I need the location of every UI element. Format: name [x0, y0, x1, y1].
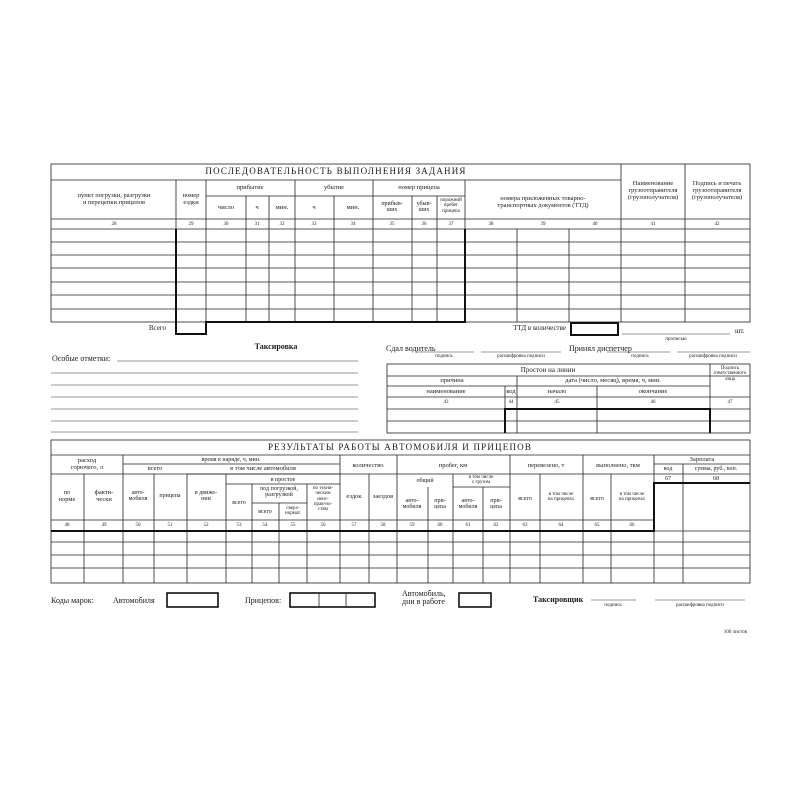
- section1-column-number-1: 29: [188, 222, 194, 227]
- auto-code-field[interactable]: [167, 593, 218, 607]
- col-shipper-name-header: Наименование грузоотправителя (грузополучателя): [627, 180, 679, 201]
- downtime-column-number-2: 45: [554, 400, 560, 405]
- taxer-label: Таксировщик: [533, 595, 584, 604]
- time-incl-auto-header: в том числе автомобиля: [230, 465, 296, 472]
- section2-column-number-8: 56: [320, 523, 326, 528]
- col-shipper-sign-header: Подпись и печать грузоотправителя (грузополучателя): [691, 180, 743, 201]
- mileage-load-auto-header: авто- мобиля: [458, 498, 478, 511]
- time-total-header: всего: [147, 465, 163, 472]
- section1-column-number-8: 36: [421, 222, 427, 227]
- downtime-column-number-3: 46: [650, 400, 656, 405]
- col-ttd-numbers-header: номера приложенных товарно- транспортных документов (ТТД): [497, 195, 589, 209]
- driver-handed-label: Сдал водитель: [386, 344, 436, 353]
- col-trailer-empty-run: порожний пробег прицепа: [440, 198, 462, 214]
- performed-total-header: всего: [590, 496, 604, 502]
- special-remarks-field[interactable]: [117, 352, 358, 433]
- col-departure-minutes: мин.: [346, 204, 360, 211]
- dispatcher-sign-caption: подпись: [631, 354, 649, 359]
- downtime-responsible-header: Подпись ответственного лица: [713, 366, 747, 382]
- downtime-column-number-1: 44: [508, 400, 514, 405]
- downtime-code-header: код: [506, 388, 516, 395]
- salary-header: Зарплата: [689, 456, 715, 463]
- section1-column-number-3: 31: [254, 222, 260, 227]
- salary-code-number: 67: [665, 476, 671, 482]
- sheet-count-note: 100 листов: [723, 630, 747, 635]
- section2-column-number-14: 62: [493, 523, 499, 528]
- mileage-header: пробег, км: [438, 462, 468, 469]
- section2-column-number-4: 52: [203, 523, 209, 528]
- taxer-name-field[interactable]: [655, 590, 745, 600]
- brand-codes-label: Коды марок:: [51, 596, 94, 605]
- dispatcher-name-field[interactable]: [677, 342, 750, 352]
- col-departure-hours: ч: [312, 204, 316, 211]
- section1-column-number-11: 39: [540, 222, 546, 227]
- in-words-caption: прописью: [665, 337, 687, 342]
- section2-column-number-3: 51: [167, 523, 173, 528]
- taxer-signature-field[interactable]: [591, 590, 636, 600]
- time-tech-faults-header: по техни- ческим неис- прав-но- стям: [312, 486, 334, 512]
- mileage-trailer-header: при- цепа: [434, 498, 446, 511]
- section1-column-number-0: 28: [111, 222, 117, 227]
- fuel-consumption-header: расход горючего, л: [70, 457, 104, 471]
- mileage-auto-header: авто- мобиля: [402, 498, 422, 511]
- section2-column-number-2: 50: [135, 523, 141, 528]
- time-loading-total-header: всего: [258, 509, 272, 515]
- time-auto-header: авто- мобиля: [128, 490, 148, 503]
- col-arrival-header: прибытие: [236, 184, 264, 191]
- driver-signature-field[interactable]: [415, 342, 474, 352]
- pieces-label: шт.: [735, 327, 745, 335]
- section1-column-number-10: 38: [488, 222, 494, 227]
- time-trailers-header: прицепа: [159, 493, 181, 499]
- section2-column-number-18: 66: [629, 523, 635, 528]
- count-header: количество: [352, 462, 384, 469]
- driver-name-field[interactable]: [481, 342, 561, 352]
- downtime-column-number-0: 43: [443, 400, 449, 405]
- downtime-start-header: начало: [547, 388, 567, 395]
- section1-column-number-13: 41: [650, 222, 656, 227]
- section1-column-number-6: 34: [350, 222, 356, 227]
- salary-sum-header: сумма, руб., коп.: [694, 466, 738, 472]
- ttd-count-words-field[interactable]: [622, 322, 730, 334]
- section2-column-number-10: 58: [380, 523, 386, 528]
- col-trailer-number-header: номер прицепа: [398, 184, 440, 191]
- col-trailer-arrived: прибыв- ших: [381, 201, 403, 214]
- auto-code-label: Автомобиля: [113, 596, 155, 605]
- taxer-sign-caption: подпись: [604, 603, 622, 608]
- section2-column-number-11: 59: [409, 523, 415, 528]
- dispatcher-decode-caption: расшифровка подписи: [689, 354, 737, 359]
- section2-column-number-7: 55: [290, 523, 296, 528]
- fuel-by-norm-header: по норме: [58, 489, 76, 503]
- time-idle-total-header: всего: [232, 500, 246, 506]
- section1-column-number-2: 30: [223, 222, 229, 227]
- section-title-sequence: ПОСЛЕДОВАТЕЛЬНОСТЬ ВЫПОЛНЕНИЯ ЗАДАНИЯ: [205, 166, 467, 176]
- transported-total-header: всего: [518, 496, 532, 502]
- section1-column-number-9: 37: [448, 222, 454, 227]
- section1-column-number-7: 35: [389, 222, 395, 227]
- col-arrival-date: число: [217, 204, 235, 211]
- days-in-work-label: Автомобиль, дни в работе: [402, 589, 446, 607]
- section2-column-number-17: 65: [594, 523, 600, 528]
- mileage-with-load-header: в том числе с грузом: [468, 475, 494, 486]
- section2-column-number-15: 63: [522, 523, 528, 528]
- count-rides-header: ездок: [346, 493, 362, 500]
- count-entries-header: заездов: [372, 493, 394, 500]
- col-arrival-hours: ч: [255, 204, 259, 211]
- downtime-end-header: окончание: [638, 388, 668, 395]
- col-loading-points-header: пункт погрузки, разгрузки и перецепки прицепов: [77, 192, 151, 206]
- downtime-datetime-header: дата (число, месяц), время, ч, мин.: [565, 377, 661, 384]
- time-overnorm-header: сверх- нормат.: [285, 506, 301, 517]
- section1-column-number-4: 32: [279, 222, 285, 227]
- time-moving-header: в движе- нии: [194, 490, 218, 503]
- driver-decode-caption: расшифровка подписи: [497, 354, 545, 359]
- downtime-reason-header: причина: [440, 377, 464, 384]
- performed-header: выполнено, ткм: [596, 462, 640, 469]
- section2-column-number-16: 64: [558, 523, 564, 528]
- transported-header: перевезено, т: [527, 462, 565, 469]
- downtime-column-number-4: 47: [727, 400, 733, 405]
- dispatcher-accepted-label: Принял диспетчер: [569, 344, 632, 353]
- mileage-general-header: общий: [416, 478, 434, 484]
- time-idle-header: в простое: [270, 477, 296, 483]
- time-loading-header: под погрузкой, разгрузкой: [260, 486, 298, 499]
- dispatcher-signature-field[interactable]: [607, 342, 670, 352]
- section1-column-number-5: 33: [311, 222, 317, 227]
- days-in-work-field[interactable]: [459, 593, 491, 607]
- section2-column-number-1: 49: [101, 523, 107, 528]
- section2-column-number-12: 60: [437, 523, 443, 528]
- section2-column-number-0: 48: [64, 523, 70, 528]
- time-on-duty-header: время в наряде, ч, мин.: [201, 457, 261, 463]
- fuel-actual-header: факти- чески: [94, 489, 114, 503]
- section2-column-number-13: 61: [465, 523, 471, 528]
- section2-column-number-6: 54: [262, 523, 268, 528]
- trailer-code-field-3[interactable]: [346, 593, 375, 607]
- salary-code-header: код: [663, 466, 673, 472]
- downtime-title: Простои на линии: [520, 366, 576, 374]
- section-title-results: РЕЗУЛЬТАТЫ РАБОТЫ АВТОМОБИЛЯ И ПРИЦЕПОВ: [267, 442, 533, 452]
- mileage-load-trailer-header: при- цепа: [490, 498, 502, 511]
- section2-column-number-5: 53: [236, 523, 242, 528]
- trailer-codes-label: Прицепов:: [245, 596, 282, 605]
- transported-trailers-header: в том числе на прицепах: [547, 492, 575, 503]
- col-arrival-minutes: мин.: [275, 204, 289, 211]
- trailer-code-field-2[interactable]: [319, 593, 346, 607]
- trailer-code-field-1[interactable]: [290, 593, 319, 607]
- downtime-name-header: наименование: [426, 388, 466, 395]
- driver-sign-caption: подпись: [435, 354, 453, 359]
- taxer-decode-caption: расшифровка подписи: [676, 603, 724, 608]
- section1-column-number-14: 42: [714, 222, 720, 227]
- special-remarks-label: Особые отметки:: [52, 354, 111, 363]
- section2-column-number-9: 57: [351, 523, 357, 528]
- performed-trailers-header: в том числе на прицепах: [618, 492, 646, 503]
- taxation-title: Таксировка: [254, 342, 298, 351]
- ttd-count-field[interactable]: [571, 323, 618, 335]
- col-trailer-departed: убыв- ших: [416, 201, 432, 214]
- col-trip-number-header: номер ездки: [182, 192, 200, 206]
- ttd-count-label: ТТД в количестве: [513, 324, 566, 332]
- section1-column-number-12: 40: [592, 222, 598, 227]
- col-departure-header: убытие: [323, 184, 345, 191]
- total-label: Всего: [148, 324, 166, 332]
- salary-sum-number: 68: [713, 476, 719, 482]
